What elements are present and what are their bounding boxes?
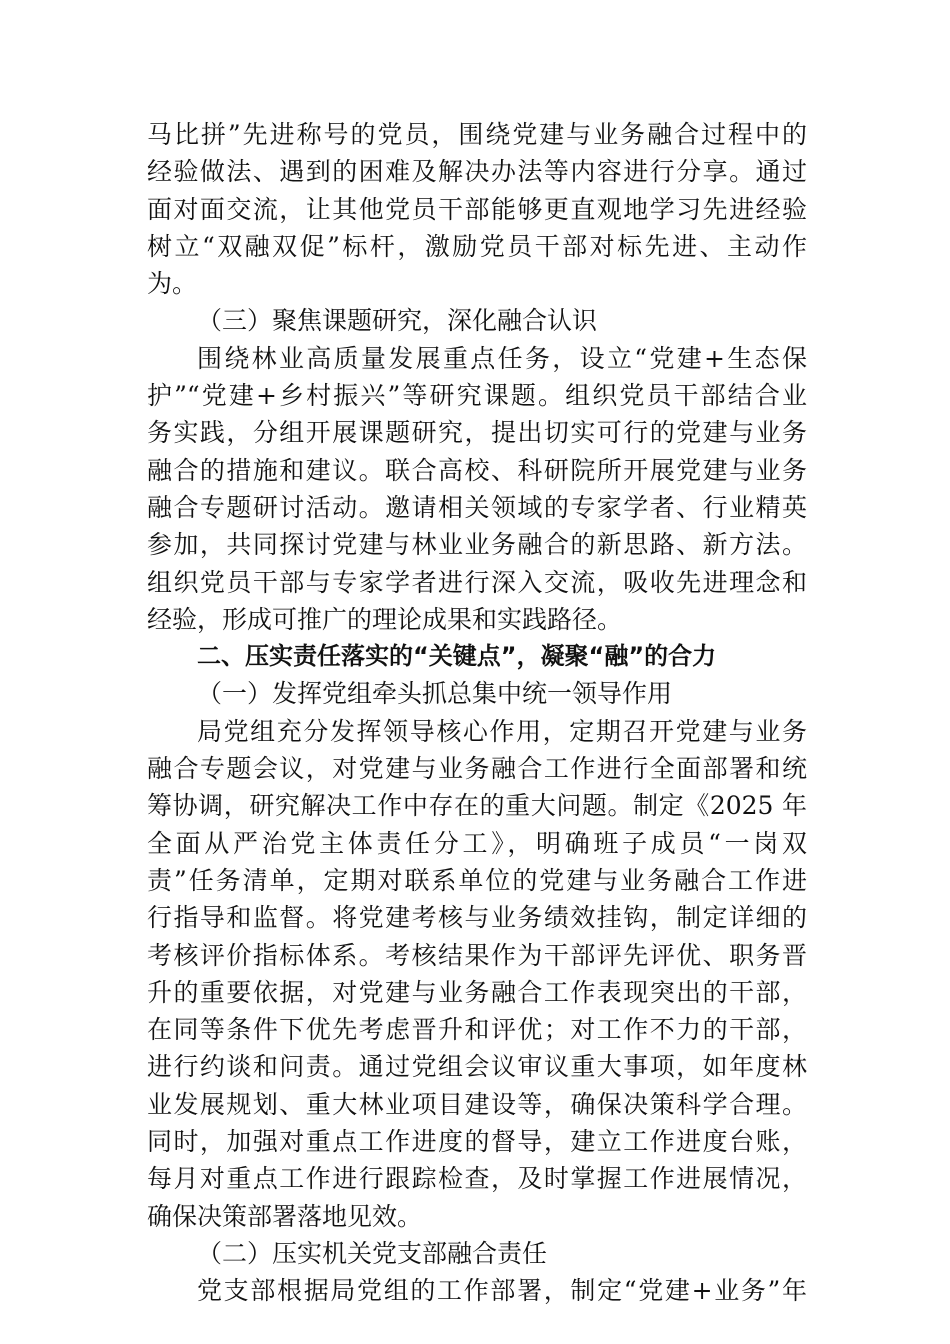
body-line: 融合的措施和建议。联合高校、科研院所开展党建与业务: [147, 455, 807, 485]
body-line: 业发展规划、重大林业项目建设等，确保决策科学合理。: [147, 1089, 807, 1119]
section-heading: 二、压实责任落实的“关键点”，凝聚“融”的合力: [197, 642, 717, 671]
body-line: 责”任务清单，定期对联系单位的党建与业务融合工作进: [147, 865, 807, 895]
body-line: 每月对重点工作进行跟踪检查，及时掌握工作进展情况，: [147, 1164, 807, 1194]
body-line: 参加，共同探讨党建与林业业务融合的新思路、新方法。: [147, 530, 807, 560]
body-line: 筹协调，研究解决工作中存在的重大问题。制定《2025 年: [147, 791, 807, 821]
body-line: 经验，形成可推广的理论成果和实践路径。: [147, 604, 623, 634]
body-line: 面对面交流，让其他党员干部能够更直观地学习先进经验: [147, 194, 807, 224]
body-line: 确保决策部署落地见效。: [147, 1201, 423, 1231]
body-line: 护”“党建+乡村振兴”等研究课题。组织党员干部结合业: [147, 381, 807, 411]
body-line: 同时，加强对重点工作进度的督导，建立工作进度台账，: [147, 1127, 807, 1157]
paragraph-first-line: 局党组充分发挥领导核心作用，定期召开党建与业务: [197, 716, 807, 746]
section-subheading: （三）聚焦课题研究，深化融合认识: [197, 306, 598, 336]
body-line: 考核评价指标体系。考核结果作为干部评先评优、职务晋: [147, 940, 807, 970]
body-line: 行指导和监督。将党建考核与业务绩效挂钩，制定详细的: [147, 903, 807, 933]
document-body: [147, 116, 807, 1310]
body-line: 全面从严治党主体责任分工》，明确班子成员“一岗双: [147, 828, 807, 858]
section-subheading: （一）发挥党组牵头抓总集中统一领导作用: [197, 679, 673, 709]
body-line: 务实践，分组开展课题研究，提出切实可行的党建与业务: [147, 418, 807, 448]
body-line: 为。: [147, 269, 198, 299]
body-line: 融合专题研讨活动。邀请相关领域的专家学者、行业精英: [147, 492, 807, 522]
body-line: 进行约谈和问责。通过党组会议审议重大事项，如年度林: [147, 1052, 807, 1082]
paragraph-first-line: 围绕林业高质量发展重点任务，设立“党建+生态保: [197, 343, 807, 373]
section-subheading: （二）压实机关党支部融合责任: [197, 1238, 548, 1268]
body-line: 树立“双融双促”标杆，激励党员干部对标先进、主动作: [147, 231, 807, 261]
body-line: 组织党员干部与专家学者进行深入交流，吸收先进理念和: [147, 567, 807, 597]
body-line: 在同等条件下优先考虑晋升和评优；对工作不力的干部，: [147, 1015, 807, 1045]
body-line: 融合专题会议，对党建与业务融合工作进行全面部署和统: [147, 754, 807, 784]
body-line: 经验做法、遇到的困难及解决办法等内容进行分享。通过: [147, 157, 807, 187]
body-line: 升的重要依据，对党建与业务融合工作表现突出的干部，: [147, 977, 807, 1007]
paragraph-first-line: 党支部根据局党组的工作部署，制定“党建+业务”年: [197, 1276, 807, 1306]
body-line: 马比拼”先进称号的党员，围绕党建与业务融合过程中的: [147, 120, 807, 149]
